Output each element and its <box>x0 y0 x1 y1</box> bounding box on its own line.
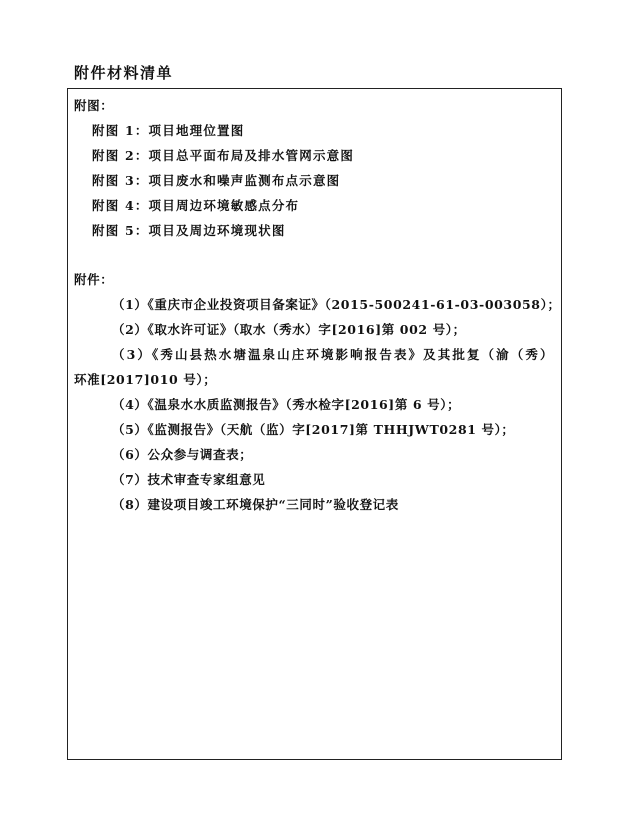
figures-heading: 附图： <box>74 98 114 113</box>
attachment-item-8: （8）建设项目竣工环境保护“三同时”验收登记表 <box>112 497 399 512</box>
figure-item-3: 附图 3：项目废水和噪声监测布点示意图 <box>92 173 341 188</box>
attachment-item-1: （1）《重庆市企业投资项目备案证》（2015-500241-61-03-003058）； <box>112 297 561 312</box>
page-title: 附件材料清单 <box>74 64 174 82</box>
attachment-item-4: （4）《温泉水水质监测报告》（秀水检字[2016]第 6 号）； <box>112 397 461 412</box>
attachment-item-6: （6）公众参与调查表； <box>112 447 253 462</box>
figure-item-4: 附图 4：项目周边环境敏感点分布 <box>92 198 300 213</box>
attachment-item-7: （7）技术审查专家组意见 <box>112 472 266 487</box>
figure-item-1: 附图 1：项目地理位置图 <box>92 123 245 138</box>
figure-item-2: 附图 2：项目总平面布局及排水管网示意图 <box>92 148 355 163</box>
attachment-item-3: （3）《秀山县热水塘温泉山庄环境影响报告表》及其批复（渝（秀） <box>112 347 555 362</box>
figure-item-5: 附图 5：项目及周边环境现状图 <box>92 223 286 238</box>
attachment-item-2: （2）《取水许可证》（取水（秀水）字[2016]第 002 号）； <box>112 322 466 337</box>
attachment-item-3-continued: 环准[2017]010 号）； <box>74 372 217 387</box>
attachments-heading: 附件： <box>74 272 114 287</box>
attachment-list-box <box>67 88 562 760</box>
attachment-item-5: （5）《监测报告》（天航（监）字[2017]第 THHJWT0281 号）； <box>112 422 515 437</box>
